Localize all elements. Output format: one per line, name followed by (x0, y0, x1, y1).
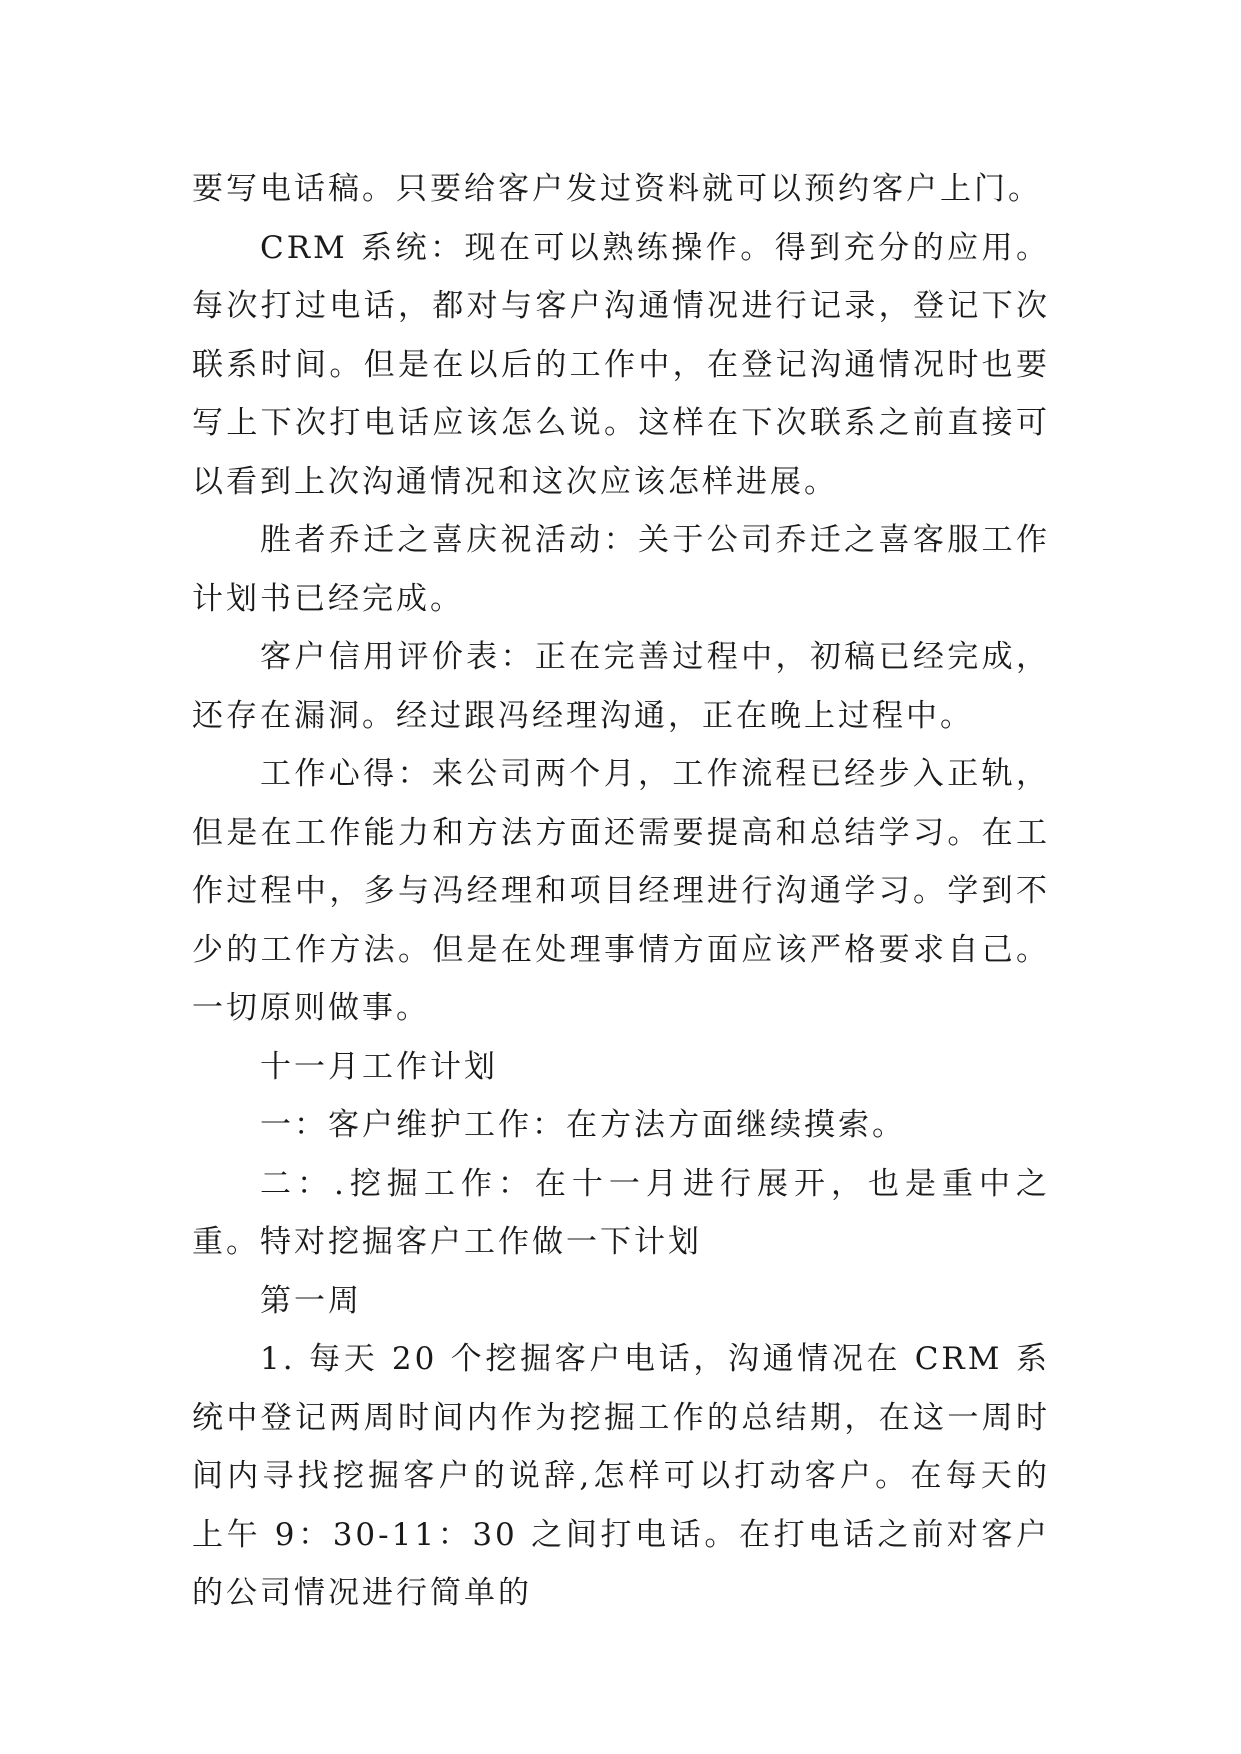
heading-week-one: 第一周 (260, 1282, 362, 1319)
paragraph-phone-script: 要写电话稿。只要给客户发过资料就可以预约客户上门。 (192, 171, 1042, 207)
paragraph-plan-item-two: 二：.挖掘工作：在十一月进行展开，也是重中之重。特对挖掘客户工作做一下计划 (192, 1165, 1050, 1260)
paragraph-relocation-celebration: 胜者乔迁之喜庆祝活动：关于公司乔迁之喜客服工作计划书已经完成。 (192, 522, 1050, 617)
paragraph-work-experience: 工作心得：来公司两个月，工作流程已经步入正轨，但是在工作能力和方法方面还需要提高和总结学习。在工作过程中，多与冯经理和项目经理进行沟通学习。学到不少的工作方法。但是在处理事情方面应该严格要求自己。一切原则做事。 (192, 756, 1050, 1026)
paragraph-week-one-item-1: 1. 每天 20 个挖掘客户电话，沟通情况在 CRM 系统中登记两周时间内作为挖掘工作的总结期，在这一周时间内寻找挖掘客户的说辞,怎样可以打动客户。在每天的上午 9：30-11：30 之间打电话。在打电话之前对客户的公司情况进行简单的 (192, 1341, 1050, 1611)
paragraph-plan-item-one: 一：客户维护工作：在方法方面继续摸索。 (260, 1107, 906, 1143)
paragraph-credit-evaluation: 客户信用评价表：正在完善过程中，初稿已经完成，还存在漏洞。经过跟冯经理沟通，正在晚上过程中。 (192, 639, 1050, 734)
document-page (192, 160, 1050, 1623)
heading-november-plan: 十一月工作计划 (260, 1048, 498, 1085)
paragraph-crm-system: CRM 系统：现在可以熟练操作。得到充分的应用。每次打过电话，都对与客户沟通情况进行记录，登记下次联系时间。但是在以后的工作中，在登记沟通情况时也要写上下次打电话应该怎么说。这样在下次联系之前直接可以看到上次沟通情况和这次应该怎样进展。 (192, 229, 1050, 500)
